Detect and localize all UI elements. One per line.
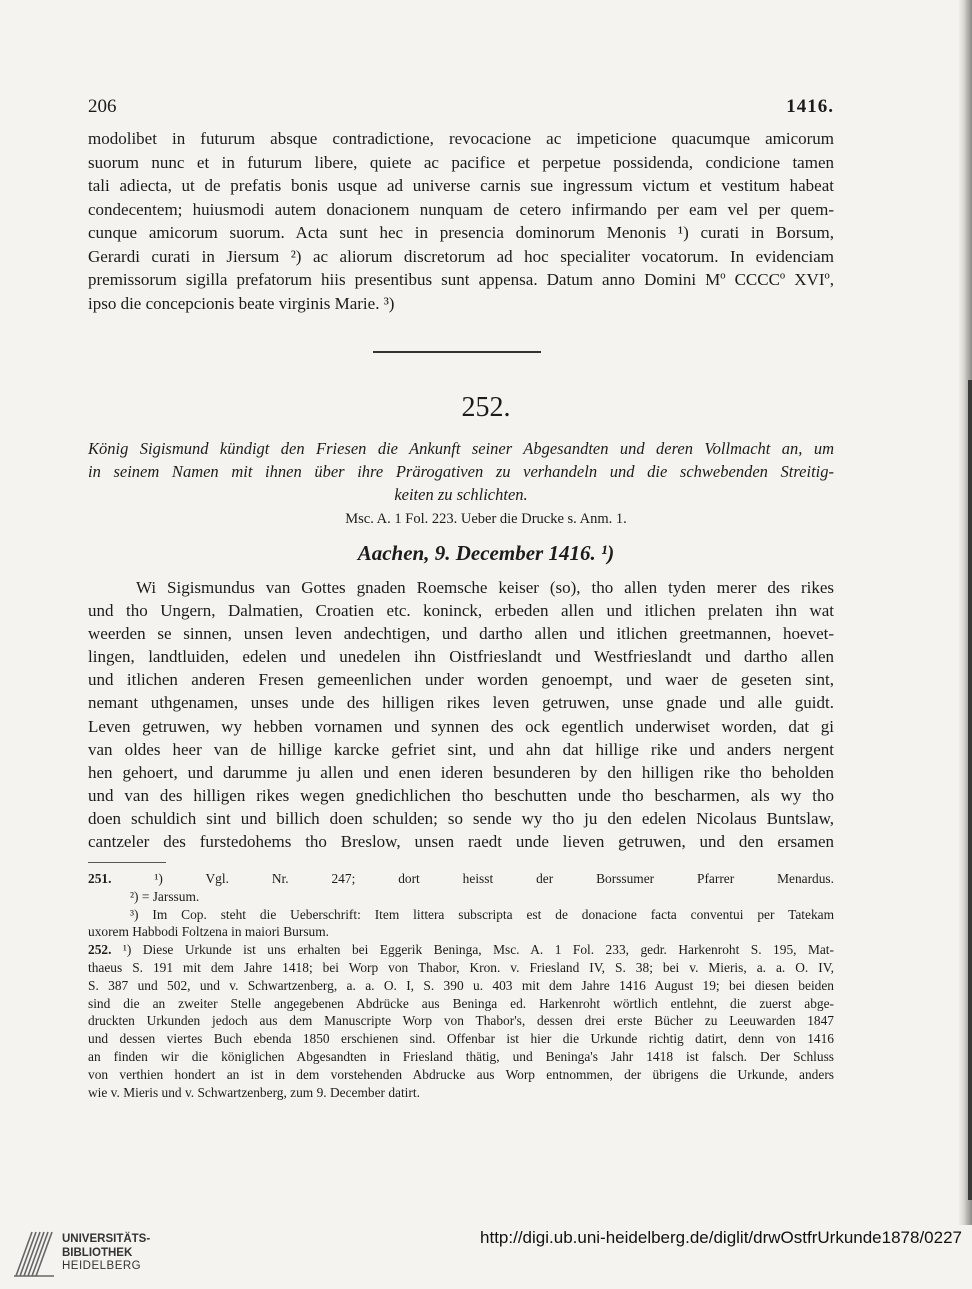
running-year: 1416.	[786, 96, 834, 117]
page-number: 206	[88, 96, 117, 117]
body-line: weerden se sinnen, unsen leven andechtigen, und dartho allen und itlichen greetmannen, hoevet-	[88, 624, 834, 644]
footnote-label: 251.	[88, 871, 112, 886]
body-line: nemant uthgenamen, unses unde des hilligen rikes leven getruwen, unse gnade und alle guidt.	[88, 693, 834, 713]
text-line: ipso die concepcionis beate virginis Marie. ³)	[88, 293, 395, 313]
footnote-text: sind die an zweiter Stelle angegebenen Abdrücke aus Beninga ed. Harkenroht wörtlich entlehnt, die zuerst abge-	[88, 995, 834, 1011]
footnote-line	[88, 1030, 834, 1048]
footnote-text: und dessen viertes Buch ebenda 1850 erschienen sind. Offenbar ist hier die Urkunde richtig datirt, denn von 1416	[88, 1031, 834, 1047]
footnote-line	[88, 870, 834, 888]
footnote-text: druckten Urkunden jedoch aus dem Manuscripte Worp von Thabor's, dessen drei erste Bücher zu Leeuwarden 1847	[88, 1013, 834, 1029]
footnote-text: S. 387 und 502, und v. Schwartzenberg, a. a. O. I, S. 390 u. 403 mit dem Jahre 1416 August 19; bei diesen beiden	[88, 977, 834, 993]
library-name-line: HEIDELBERG	[62, 1260, 142, 1272]
footnotes	[88, 870, 834, 1101]
footnote-text: ²) = Jarssum.	[130, 888, 200, 904]
footnote-line	[88, 941, 834, 959]
body-line: hen gehoert, und darumme ju allen und enen ideren besunderen by den hilligen rike tho beholden	[88, 762, 834, 782]
footnote-text: uxorem Habbodi Foltzena in maiori Bursum.	[88, 924, 329, 940]
summary-line: in seinem Namen mit ihnen über ihre Prärogativen zu verhandeln und die schwebenden Streitig-	[88, 462, 834, 481]
library-logo-icon	[10, 1226, 58, 1282]
footnote-text: ³) Im Cop. steht die Ueberschrift: Item littera subscripta est de donacione facta conventui per Tatekam	[130, 906, 834, 922]
body-line: doen schuldich sint und billich doen schulden; so sende wy tho ju den edelen Nicolaus Buntslaw,	[88, 808, 834, 828]
summary-line: König Sigismund kündigt den Friesen die Ankunft seiner Abgesandten und deren Vollmacht an, um	[88, 439, 834, 458]
footnote-text: thaeus S. 191 mit dem Jahre 1418; bei Worp von Thabor, Kron. v. Friesland IV, S. 38; bei v. Mieris, a. a. O. IV,	[88, 959, 834, 975]
text-line: premissorum sigilla prefatorum hiis presentibus sunt appensa. Datum anno Domini Mº CCCCº XVIº,	[88, 270, 834, 289]
footnote-line	[88, 1084, 834, 1102]
summary-line: keiten zu schlichten.	[394, 485, 528, 504]
body-line: Leven getruwen, wy hebben vornamen und synnen des ock egentlich underwiset worden, dat gi	[88, 716, 834, 736]
body-line: und van des hilligen rikes wegen gnedichlichen tho beschutten unde tho bescharmen, als wy tho	[88, 785, 834, 805]
footnote-text: von verthien hondert an ist in dem vorstehenden Abdrucke aus Worp entnommen, der übrigens die Urkunde, anders	[88, 1066, 834, 1082]
text-line: Gerardi curati in Jiersum ²) ac aliorum discretorum ad hoc specialiter vocatorum. In evidenciam	[88, 246, 834, 266]
footnote-line	[88, 923, 834, 941]
footnote-line	[88, 959, 834, 977]
footnote-label: 252.	[88, 942, 112, 958]
footnote-text: ¹) Diese Urkunde ist uns erhalten bei Eggerik Beninga, Msc. A. 1 Fol. 233, gedr. Harkenroht S. 195, Mat-	[122, 942, 834, 958]
document-number: 252.	[461, 392, 511, 423]
body-line: Wi Sigismundus van Gottes gnaden Roemsche keiser (so), tho allen tyden merer des rikes	[136, 578, 834, 597]
footnote-text: ¹) Vgl. Nr. 247; dort heisst der Borssumer Pfarrer Menardus.	[154, 871, 834, 886]
text-line: suorum nunc et in futurum libere, quiete ac pacifice et perpetue possidenda, condicione tamen	[88, 152, 834, 172]
source-url-link[interactable]: http://digi.ub.uni-heidelberg.de/diglit/drwOstfrUrkunde1878/0227	[480, 1228, 962, 1247]
text-line: condecentem; huiusmodi autem donacionem nunquam de cetero infirmando per eam vel per quem-	[88, 199, 834, 219]
footnote-line	[88, 1012, 834, 1030]
source-reference: Msc. A. 1 Fol. 223. Ueber die Drucke s. Anm. 1.	[345, 511, 627, 527]
text-line: modolibet in futurum absque contradictione, revocacione ac impeticione quacumque amicorum	[88, 129, 834, 148]
page-edge-binding	[968, 380, 972, 1200]
footnote-line	[88, 1066, 834, 1084]
footnote-text: an finden wir die königlichen Abgesandten in Friesland thätig, und Beninga's Jahr 1418 ist falsch. Der Schluss	[88, 1048, 834, 1064]
footnote-line	[88, 906, 834, 924]
footnote-line	[88, 995, 834, 1013]
footnote-line	[88, 977, 834, 995]
body-line: und itlichen anderen Fresen gemeenlichen under worden genoempt, und waer de geseten sint,	[88, 670, 834, 690]
body-line: van oldes heer van de hillige karcke gefriet sint, und ahn dat hillige rike und anders nergent	[88, 739, 834, 759]
running-header	[88, 96, 834, 122]
section-divider	[373, 351, 541, 353]
library-name-line: UNIVERSITÄTS-	[62, 1233, 151, 1245]
body-line: lingen, landtluiden, edelen und unedelen ihn Oistfrieslandt und Westfrieslandt und dartho allen	[88, 647, 834, 667]
library-name-line: BIBLIOTHEK	[62, 1246, 133, 1259]
body-line: cantzeler des furstedohems tho Breslow, unsen raedt unde lieven getruwen, und den ersamen	[88, 832, 834, 852]
footnote-line	[88, 888, 834, 906]
footnote-divider	[88, 862, 166, 863]
document-body	[88, 576, 834, 853]
footnote-line	[88, 1048, 834, 1066]
document-summary	[88, 437, 834, 506]
text-line: tali adiecta, ut de prefatis bonis usque ad universe carnis sue ingressum victum et vestitum habeat	[88, 176, 834, 195]
previous-document-ending	[88, 127, 834, 315]
library-name	[62, 1233, 150, 1274]
footnote-text: wie v. Mieris und v. Schwartzenberg, zum 9. December datirt.	[88, 1084, 420, 1100]
text-line: cunque amicorum suorum. Acta sunt hec in presencia dominorum Menonis ¹) curati in Borsum,	[88, 223, 834, 242]
dateline: Aachen, 9. December 1416. ¹)	[357, 541, 615, 565]
body-line: und tho Ungern, Dalmatien, Croatien etc. koninck, erbeden allen und itlichen prelaten ihn wat	[88, 601, 834, 621]
